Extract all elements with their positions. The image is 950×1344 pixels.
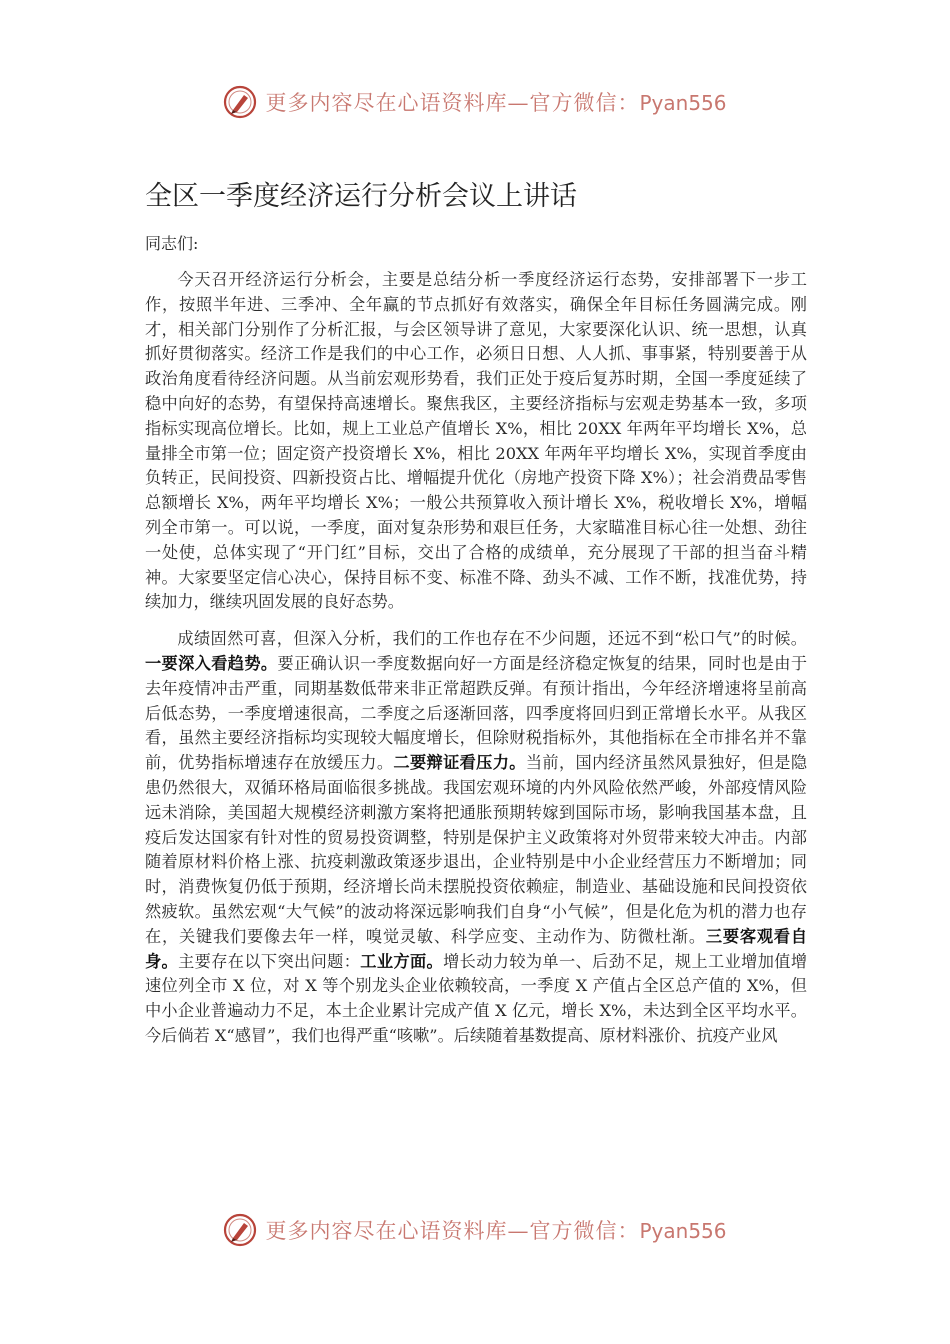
watermark-banner-top	[0, 80, 950, 124]
wechat-id: Pyan556	[639, 91, 727, 115]
watermark-text: 更多内容尽在心语资料库—官方微信：Pyan556	[265, 91, 727, 115]
document-title: 全区一季度经济运行分析会议上讲话	[145, 181, 577, 212]
salutation: 同志们:	[145, 234, 199, 253]
heading-pressure: 二要辩证看压力。	[393, 753, 526, 773]
document-body	[145, 268, 807, 1061]
pen-logo-icon	[223, 1213, 257, 1247]
watermark-banner-bottom	[0, 1208, 950, 1252]
heading-industry: 工业方面。	[360, 951, 444, 971]
heading-trend: 一要深入看趋势。	[145, 653, 278, 673]
watermark-text: 更多内容尽在心语资料库—官方微信：Pyan556	[265, 1219, 727, 1243]
paragraph-1: 今天召开经济运行分析会，主要是总结分析一季度经济运行态势，安排部署下一步工作，按照半年进、三季冲、全年赢的节点抓好有效落实，确保全年目标任务圆满完成。刚才，相关部门分别作了分析汇报，与会区领导讲了意见，大家要深化认识、统一思想，认真抓好贯彻落实。经济工作是我们的中心工作，必须日日想、人人抓、事事紧，特别要善于从政治角度看待经济问题。从当前宏观形势看，我们正处于疫后复苏时期，全国一季度延续了稳中向好的态势，有望保持高速增长。聚焦我区，主要经济指标与宏观走势基本一致，多项指标实现高位增长。比如，规上工业总产值增长 X%，相比 20XX 年两年平均增长 X%，总量排全市第一位；固定资产投资增长 X%，相比 20XX 年两年平均增长 X%，实现首季度由负转正，民间投资、四新投资占比、增幅提升优化（房地产投资下降 X%）；社会消费品零售总额增长 X%，两年平均增长 X%；一般公共预算收入预计增长 X%，税收增长 X%，增幅列全市第一。可以说，一季度，面对复杂形势和艰巨任务，大家瞄准目标心往一处想、劲往一处使，总体实现了“开门红”目标，交出了合格的成绩单，充分展现了干部的担当奋斗精神。大家要坚定信心决心，保持目标不变、标准不降、劲头不减、工作不断，找准优势，持续加力，继续巩固发展的良好态势。	[145, 270, 807, 612]
paragraph-2: 成绩固然可喜，但深入分析，我们的工作也存在不少问题，还远不到“松口气”的时候。一要深入看趋势。要正确认识一季度数据向好一方面是经济稳定恢复的结果，同时也是由于去年疫情冲击严重，同期基数低带来非正常超跌反弹。有预计指出，今年经济增速将呈前高后低态势，一季度增速很高，二季度之后逐渐回落，四季度将回归到正常增长水平。从我区看，虽然主要经济指标均实现较大幅度增长，但除财税指标外，其他指标在全市排名并不靠前，优势指标增速存在放缓压力。二要辩证看压力。当前，国内经济虽然风景独好，但是隐患仍然很大，双循环格局面临很多挑战。我国宏观环境的内外风险依然严峻，外部疫情风险远未消除，美国超大规模经济刺激方案将把通胀预期转嫁到国际市场，影响我国基本盘，且疫后发达国家有针对性的贸易投资调整，特别是保护主义政策将对外贸带来较大冲击。内部随着原材料价格上涨、抗疫刺激政策逐步退出，企业特别是中小企业经营压力不断增加；同时，消费恢复仍低于预期，经济增长尚未摆脱投资依赖症，制造业、基础设施和民间投资依然疲软。虽然宏观“大气候”的波动将深远影响我们自身“小气候”，但是化危为机的潜力也存在，关键我们要像去年一样，嗅觉灵敏、科学应变、主动作为、防微杜渐。三要客观看自身。主要存在以下突出问题：工业方面。增长动力较为单一、后劲不足，规上工业增加值增速位列全市 X 位，对 X 等个别龙头企业依赖较高，一季度 X 产值占全区总产值的 X%，但中小企业普遍动力不足，本土企业累计完成产值 X 亿元，增长 X%，未达到全区平均水平。今后倘若 X“感冒”，我们也得严重“咳嗽”。后续随着基数提高、原材料涨价、抗疫产业风	[145, 629, 808, 1045]
pen-logo-icon	[223, 85, 257, 119]
heading-self: 三要客观看自身。	[145, 926, 808, 971]
wechat-id: Pyan556	[639, 1219, 727, 1243]
